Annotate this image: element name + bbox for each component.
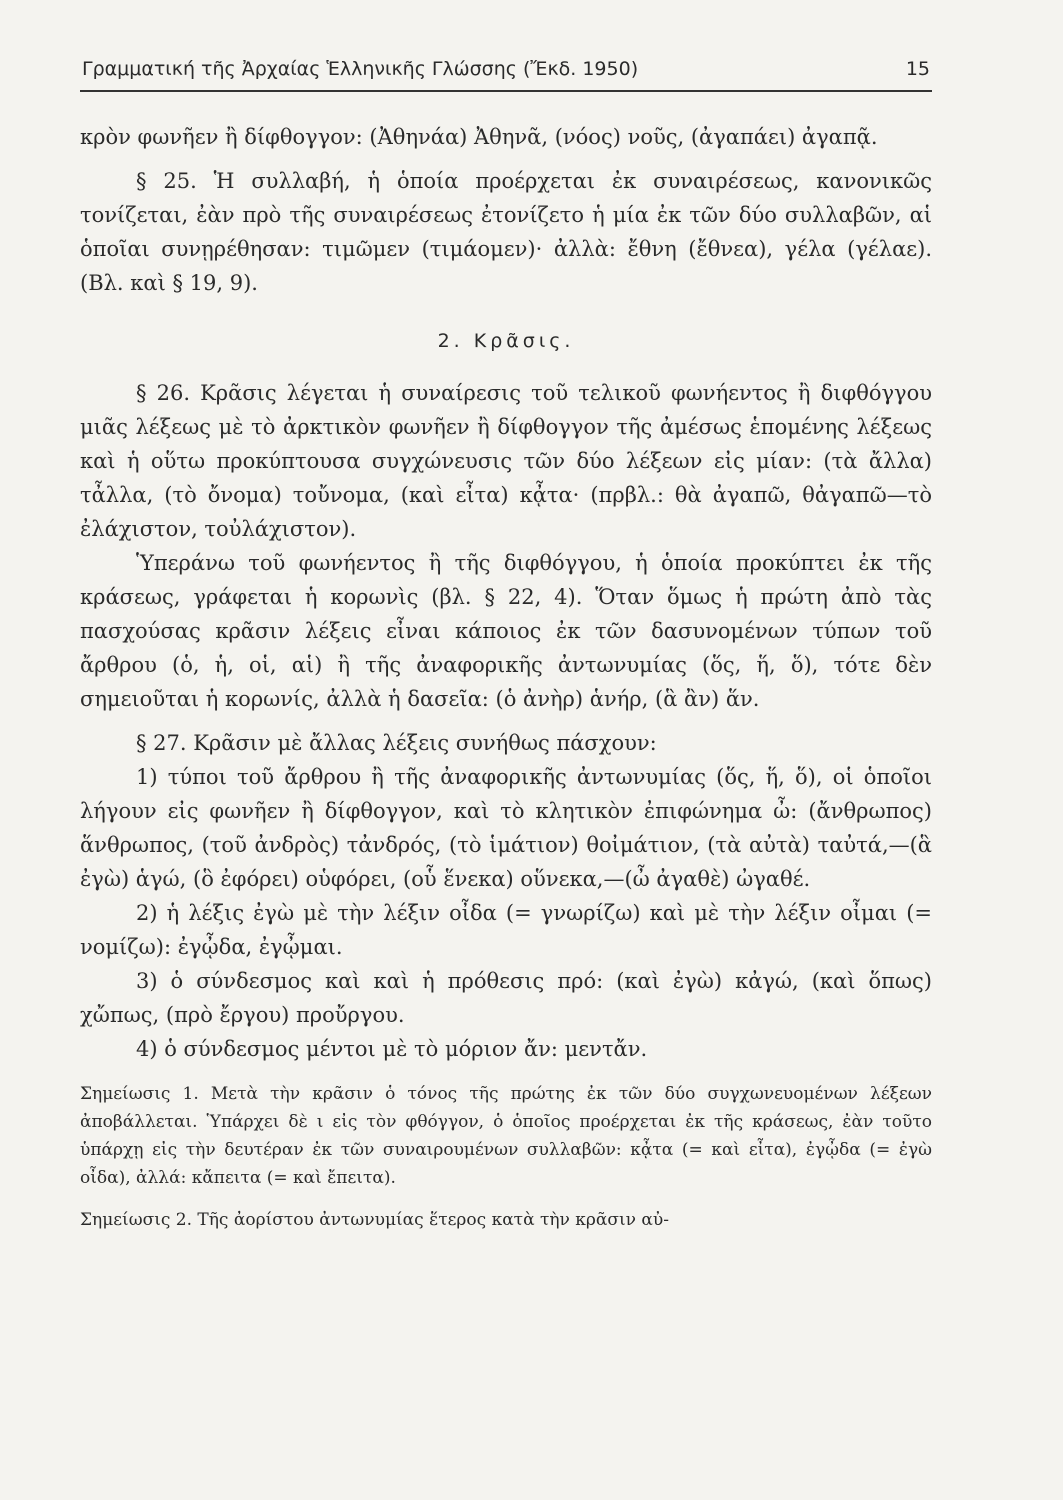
paragraph-koronis: Ὑπεράνω τοῦ φωνήεντος ἢ τῆς διφθόγγου, ἡ ὁποία προκύπτει ἐκ τῆς κράσεως, γράφεται ἡ κορωνὶς (βλ. § 22, 4). Ὅταν ὅμως ἡ πρώτη ἀπὸ τὰς πασχούσας κρᾶσιν λέξεις εἶναι κάποιος ἐκ τῶν δασυνομένων τύπων τοῦ ἄρθρου (ὁ, ἡ, οἱ, αἱ) ἢ τῆς ἀναφορικῆς ἀντωνυμίας (ὅς, ἥ, ὅ), τότε δὲν σημειοῦται ἡ κορωνίς, ἀλλὰ ἡ δασεῖα: (ὁ ἀνὴρ) ἁνήρ, (ἃ ἂν) ἅν. — [80, 551, 932, 711]
list-item-1: 1) τύποι τοῦ ἄρθρου ἢ τῆς ἀναφορικῆς ἀντωνυμίας (ὅς, ἥ, ὅ), οἱ ὁποῖοι λήγουν εἰς φωνῆεν ἢ δίφθογγον, καὶ τὸ κλητικὸν ἐπιφώνημα ὦ: (ἄνθρωπος) ἅνθρωπος, (τοῦ ἀνδρὸς) τἀνδρός, (τὸ ἱμάτιον) θοἰμάτιον, (τὰ αὐτὰ) ταὐτά,—(ἃ ἐγὼ) ἁγώ, (ὃ ἐφόρει) οὑφόρει, (οὗ ἕνεκα) οὕνεκα,—(ὦ ἀγαθὲ) ὠγαθέ. — [80, 765, 932, 891]
paragraph-continuation: κρὸν φωνῆεν ἢ δίφθογγον: (Ἀθηνάα) Ἀθηνᾶ, (νόος) νοῦς, (ἀγαπάει) ἀγαπᾷ. — [80, 125, 878, 149]
note-1: Σημείωσις 1. Μετὰ τὴν κρᾶσιν ὁ τόνος τῆς πρώτης ἐκ τῶν δύο συγχωνευομένων λέξεων ἀποβάλλεται. Ὑπάρχει δὲ ι εἰς τὸν φθόγγον, ὁ ὁποῖος προέρχεται ἐκ τῆς κράσεως, ἐὰν τοῦτο ὑπάρχῃ εἰς τὴν δευτέραν ἐκ τῶν συναιρουμένων συλλαβῶν: κᾆτα (= καὶ εἶτα), ἐγᾦδα (= ἐγὼ οἶδα), ἀλλά: κἄπειτα (= καὶ ἔπειτα). — [80, 1084, 932, 1188]
header-rule — [80, 90, 932, 92]
section-27: § 27. Κρᾶσιν μὲ ἄλλας λέξεις συνήθως πάσχουν: — [136, 731, 657, 755]
note-2: Σημείωσις 2. Τῆς ἀορίστου ἀντωνυμίας ἕτερος κατὰ τὴν κρᾶσιν αὐ- — [80, 1210, 669, 1230]
page — [80, 58, 932, 1234]
subheading-krasis: 2. Κρᾶσις. — [437, 330, 575, 352]
list-item-4: 4) ὁ σύνδεσμος μέντοι μὲ τὸ μόριον ἄν: μεντἄν. — [136, 1037, 648, 1061]
running-header — [80, 58, 932, 86]
list-item-3: 3) ὁ σύνδεσμος καὶ καὶ ἡ πρόθεσις πρό: (καὶ ἐγὼ) κἀγώ, (καὶ ὅπως) χὤπως, (πρὸ ἔργου) προὔργου. — [80, 969, 932, 1027]
list-item-2: 2) ἡ λέξις ἐγὼ μὲ τὴν λέξιν οἶδα (= γνωρίζω) καὶ μὲ τὴν λέξιν οἶμαι (= νομίζω): ἐγᾦδα, ἐγᾦμαι. — [80, 901, 932, 959]
header-title: Γραμματική τῆς Ἀρχαίας Ἑλληνικῆς Γλώσσης (Ἔκδ. 1950) — [82, 58, 639, 80]
section-26: § 26. Κρᾶσις λέγεται ἡ συναίρεσις τοῦ τελικοῦ φωνήεντος ἢ διφθόγγου μιᾶς λέξεως μὲ τὸ ἀρκτικὸν φωνῆεν ἢ δίφθογγον τῆς ἀμέσως ἑπομένης λέξεως καὶ ἡ οὕτω προκύπτουσα συγχώνευσις τῶν δύο λέξεων εἰς μίαν: (τὰ ἄλλα) τἆλλα, (τὸ ὄνομα) τοὔνομα, (καὶ εἶτα) κᾆτα· (πρβλ.: θὰ ἀγαπῶ, θἀγαπῶ—τὸ ἐλάχιστον, τοὐλάχιστον). — [80, 381, 932, 541]
page-number: 15 — [905, 58, 930, 80]
section-25: § 25. Ἡ συλλαβή, ἡ ὁποία προέρχεται ἐκ συναιρέσεως, κανονικῶς τονίζεται, ἐὰν πρὸ τῆς συναιρέσεως ἐτονίζετο ἡ μία ἐκ τῶν δύο συλλαβῶν, αἱ ὁποῖαι συνῃρέθησαν: τιμῶμεν (τιμάομεν)· ἀλλὰ: ἔθνη (ἔθνεα), γέλα (γέλαε). (Βλ. καὶ § 19, 9). — [80, 169, 932, 295]
